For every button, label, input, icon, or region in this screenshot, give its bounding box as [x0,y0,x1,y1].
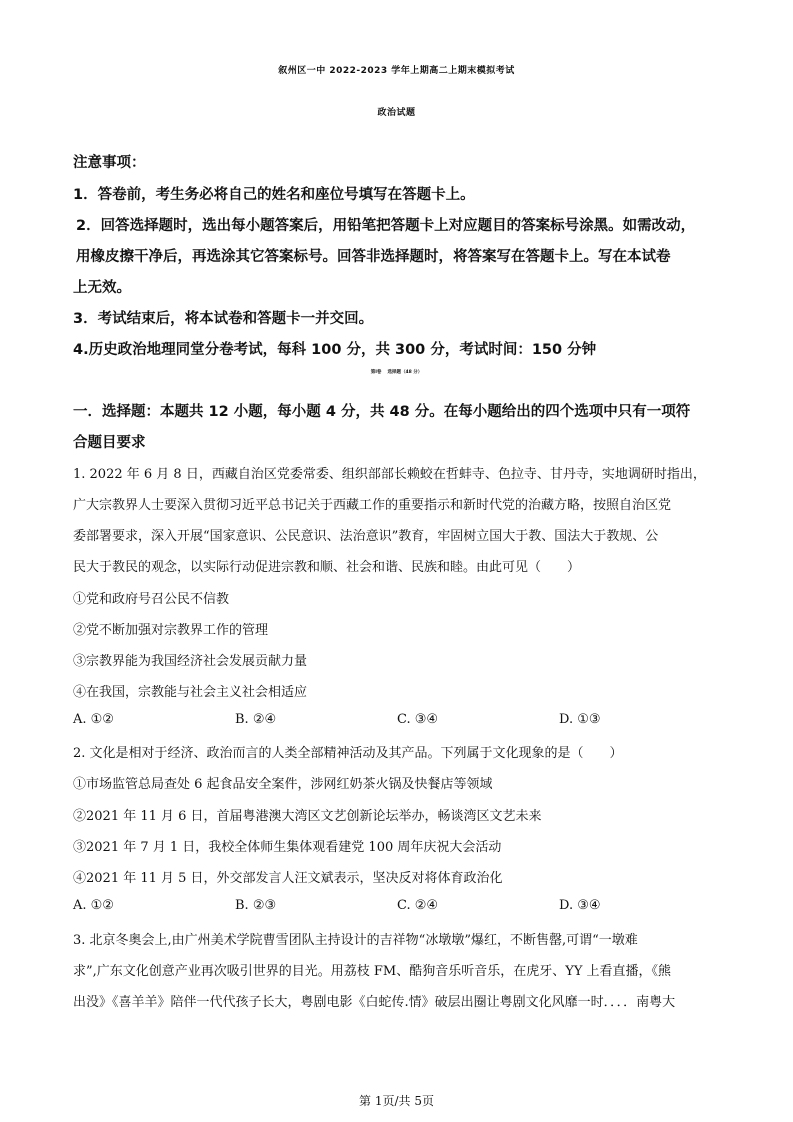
section-instruction: 一．选择题：本题共 12 小题，每小题 4 分，共 48 分。在每小题给出的四个选项中只有一项符 [73,404,691,420]
question-1-stem: 委部署要求，深入开展“国家意识、公民意识、法治意识”教育，牢固树立国大于教、国法大于教规、公 [73,529,659,544]
question-1-item: ②党不断加强对宗教界工作的管理 [73,623,269,638]
question-2-item: ③2021 年 7 月 1 日，我校全体师生集体观看建党 100 周年庆祝大会活动 [73,840,502,855]
section-instruction: 合题目要求 [73,435,146,451]
question-2-option-d[interactable]: D. ③④ [559,898,601,913]
question-1-stem: 民大于教民的观念，以实际行动促进宗教和顺、社会和谐、民族和睦。由此可见（ ） [73,560,581,575]
notice-line: 用橡皮擦干净后，再选涂其它答案标号。回答非选择题时，将答案写在答题卡上。写在本试卷 [76,249,671,265]
page-number: 第 1页/共 5页 [359,1094,434,1108]
question-1-option-d[interactable]: D. ①③ [559,712,601,727]
question-1-stem: 1. 2022 年 6 月 8 日，西藏自治区党委常委、组织部部长赖蛟在哲蚌寺、色拉寺、甘丹寺，实地调研时指出， [73,467,706,482]
notice-line: 1．答卷前，考生务必将自己的姓名和座位号填写在答题卡上。 [73,187,475,203]
question-3-stem: 求”,广东文化创意产业再次吸引世界的目光。用荔枝 FM、酷狗音乐听音乐，在虎牙、YY 上看直播，《熊 [73,964,672,979]
question-2-option-c[interactable]: C. ②④ [397,898,439,913]
question-2-option-a[interactable]: A. ①② [73,898,114,913]
question-3-stem: 出没》《喜羊羊》陪伴一代代孩子长大，粤剧电影《白蛇传.情》破层出圈让粤剧文化风靡一时．．．．南粤大 [73,995,676,1010]
question-1-stem: 广大宗教界人士要深入贯彻习近平总书记关于西藏工作的重要指示和新时代党的治藏方略，按照自治区党 [73,498,672,513]
exam-subject: 政治试题 [377,108,416,118]
question-1-option-a[interactable]: A. ①② [73,712,114,727]
exam-title: 叙州区一中 2022-2023 学年上期高二上期末模拟考试 [278,66,515,76]
question-1-option-c[interactable]: C. ③④ [397,712,439,727]
question-2-item: ④2021 年 11 月 5 日，外交部发言人汪文斌表示，坚决反对将体育政治化 [73,871,503,886]
notice-line: 2．回答选择题时，选出每小题答案后，用铅笔把答题卡上对应题目的答案标号涂黑。如需改动， [76,218,696,234]
question-1-item: ①党和政府号召公民不信教 [73,592,230,607]
section-title: 第Ⅰ卷 选择题（48 分） [370,370,423,375]
question-3-stem: 3. 北京冬奥会上,由广州美术学院曹雪团队主持设计的吉祥物“冰墩墩”爆红，不断售罄,可谓“一墩难 [73,933,638,948]
question-2-option-b[interactable]: B. ②③ [235,898,277,913]
question-2-item: ②2021 年 11 月 6 日，首届粤港澳大湾区文艺创新论坛举办，畅谈湾区文艺未来 [73,809,542,824]
notice-line: 4.历史政治地理同堂分卷考试，每科 100 分，共 300 分，考试时间：150 分钟 [73,342,597,358]
question-1-option-b[interactable]: B. ②④ [235,712,277,727]
question-2-item: ①市场监管总局查处 6 起食品安全案件，涉网红奶茶火锅及快餐店等领域 [73,777,493,792]
notice-line: 3．考试结束后，将本试卷和答题卡一并交回。 [73,311,374,327]
notice-heading: 注意事项： [73,155,146,171]
question-1-item: ④在我国，宗教能与社会主义社会相适应 [73,685,308,700]
question-1-item: ③宗教界能为我国经济社会发展贡献力量 [73,654,308,669]
notice-line: 上无效。 [73,280,131,296]
question-2-stem: 2. 文化是相对于经济、政治而言的人类全部精神活动及其产品。下列属于文化现象的是（ ） [73,746,623,761]
